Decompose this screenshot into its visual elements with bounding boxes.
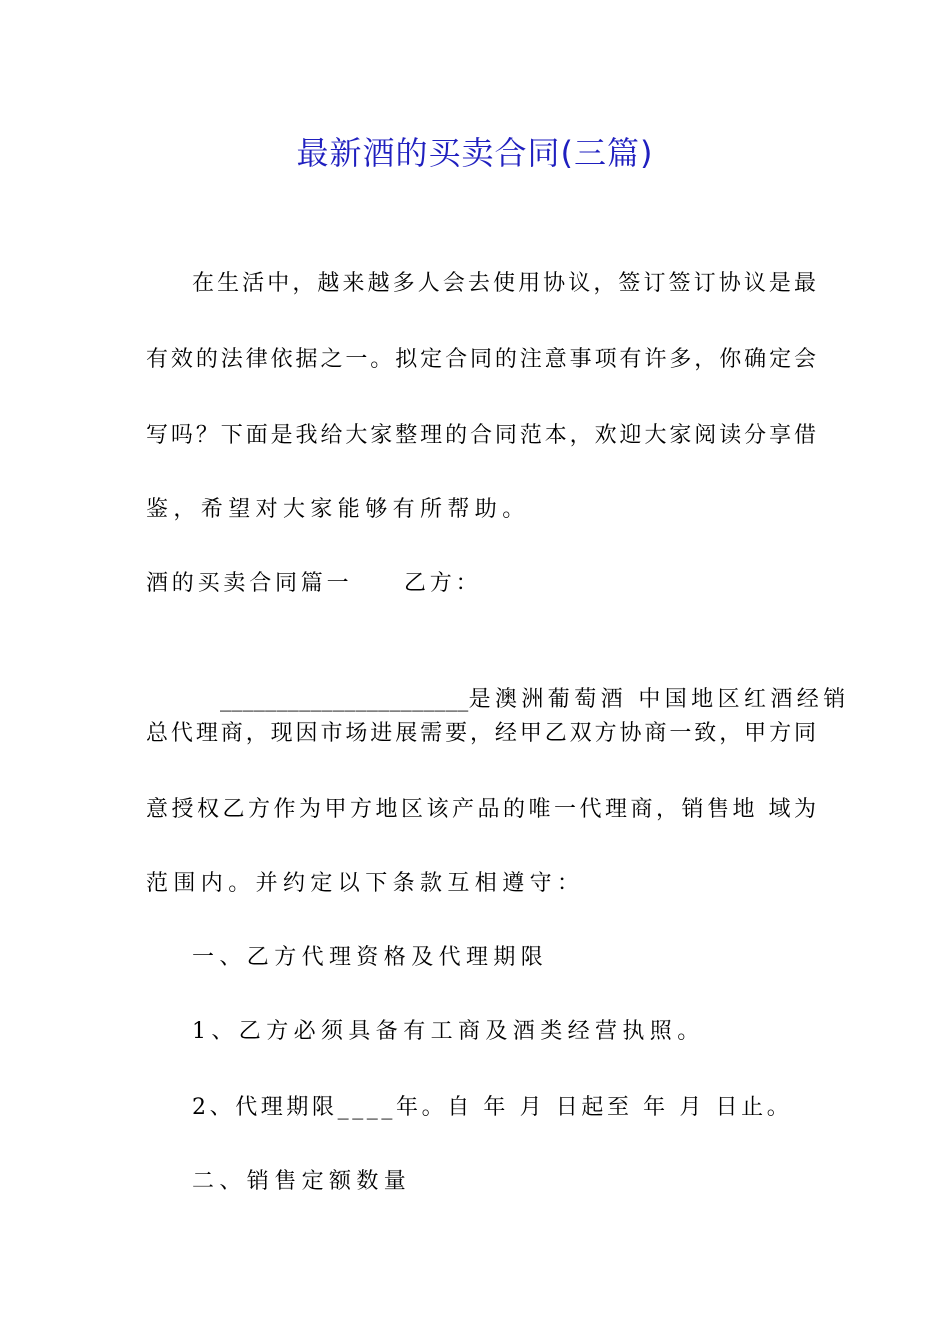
section-heading: 酒的买卖合同篇一 乙方： bbox=[146, 571, 482, 596]
party-line-suffix: 是澳洲葡萄酒 中国地区红酒经销 bbox=[468, 687, 850, 712]
clause-1-item-2: 2、代理期限____年。自 年 月 日起至 年 月 日止。 bbox=[192, 1095, 793, 1120]
party-line bbox=[192, 640, 850, 712]
intro-line-1: 在生活中，越来越多人会去使用协议，签订签订协议是最 bbox=[192, 271, 816, 296]
intro-line-3: 写吗？下面是我给大家整理的合同范本，欢迎大家阅读分享借 bbox=[146, 423, 816, 448]
body-line-3: 范围内。并约定以下条款互相遵守： bbox=[146, 871, 585, 896]
body-line-2: 意授权乙方作为甲方地区该产品的唯一代理商，销售地 域为 bbox=[146, 797, 816, 822]
party-blank: ______________________ bbox=[219, 687, 469, 712]
document-title: 最新酒的买卖合同(三篇) bbox=[296, 134, 654, 172]
clause-1-item-1: 1、乙方必须具备有工商及酒类经营执照。 bbox=[192, 1019, 705, 1044]
intro-line-4: 鉴，希望对大家能够有所帮助。 bbox=[146, 497, 530, 522]
intro-line-2: 有效的法律依据之一。拟定合同的注意事项有许多，你确定会 bbox=[146, 347, 816, 372]
clause-2-heading: 二、销售定额数量 bbox=[192, 1169, 412, 1194]
body-line-1: 总代理商，现因市场进展需要，经甲乙双方协商一致，甲方同 bbox=[146, 721, 816, 746]
clause-1-heading: 一、乙方代理资格及代理期限 bbox=[192, 945, 549, 970]
